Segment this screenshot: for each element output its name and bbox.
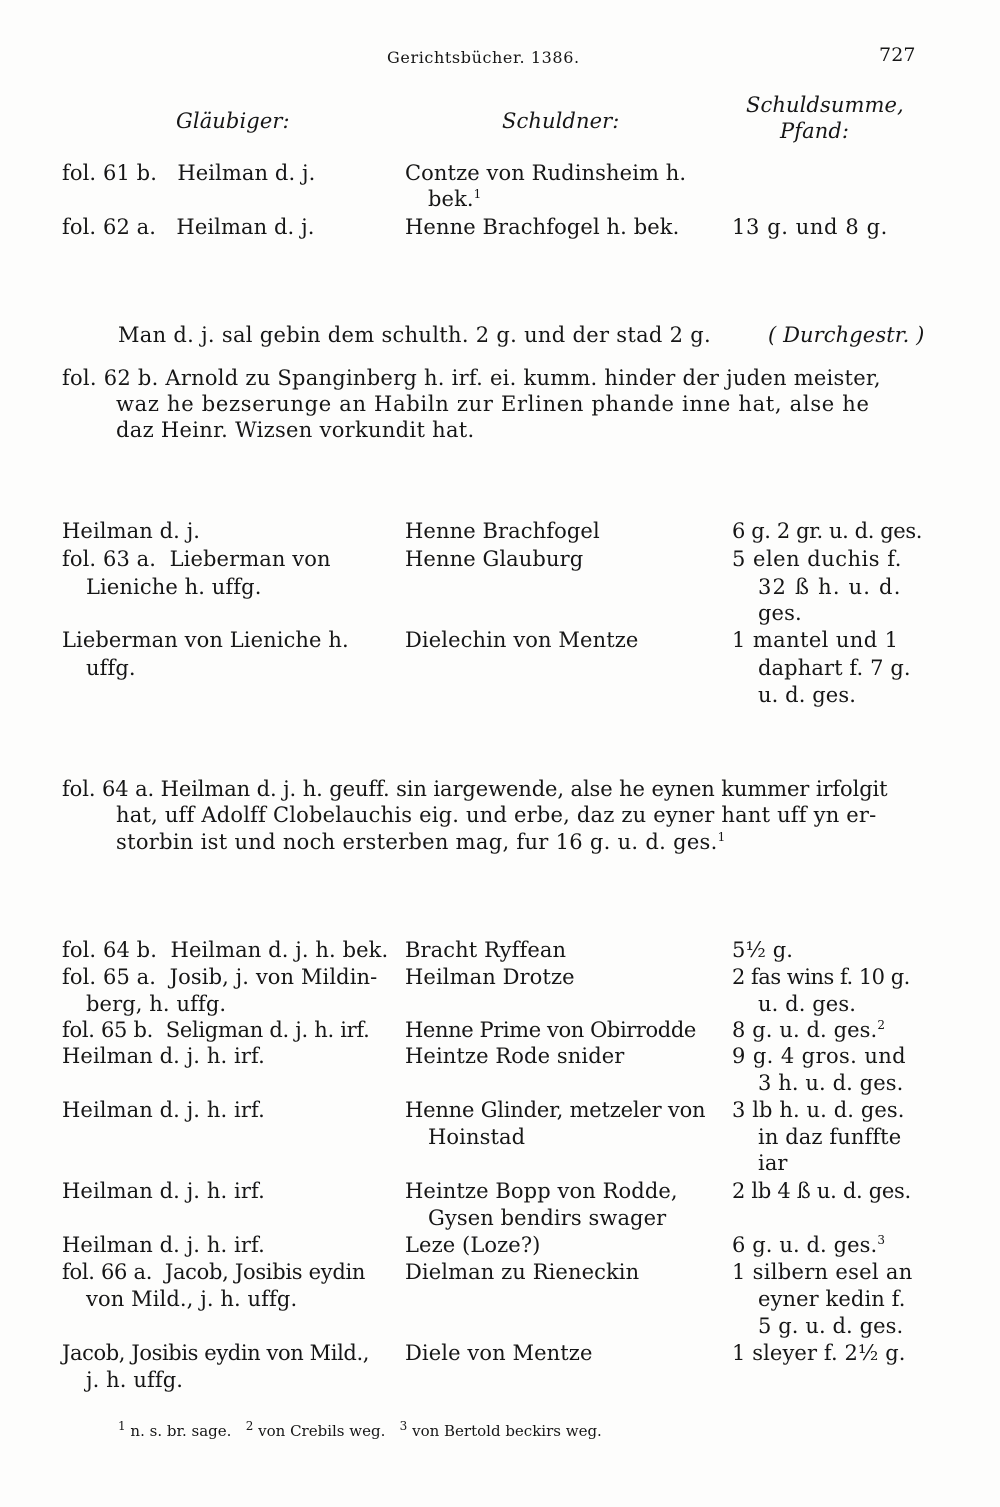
entry-amount-cont: daphart f. 7 g. [758, 656, 911, 680]
running-title: Gerichtsbücher. 1386. [387, 48, 580, 67]
entry-creditor: fol. 65 b. Seligman d. j. h. irf. [62, 1018, 370, 1042]
entry-debtor: Henne Brachfogel [405, 519, 600, 543]
note-line: Man d. j. sal gebin dem schulth. 2 g. und der stad 2 g. [118, 323, 711, 347]
entry-debtor: Dielman zu Rieneckin [405, 1260, 640, 1284]
entry-amount-cont: ges. [758, 601, 802, 625]
entry-creditor-cont: berg, h. uffg. [86, 992, 227, 1016]
entry-amount: 1 mantel und 1 [732, 628, 899, 652]
paragraph-line-last [116, 829, 726, 856]
footnote-number: 2 [245, 1419, 254, 1433]
paragraph-line: fol. 64 a. Heilman d. j. h. geuff. sin iargewende, alse he eynen kummer irfolgit [62, 777, 888, 801]
entry-debtor: Heintze Bopp von Rodde, [405, 1179, 678, 1203]
note-remark: ( Durchgestr. ) [768, 323, 925, 347]
entry-debtor: Leze (Loze?) [405, 1233, 541, 1257]
entry-amount: 1 sleyer f. 2½ g. [732, 1341, 906, 1365]
entry-amount: 5½ g. [732, 938, 794, 962]
page-number: 727 [879, 44, 916, 66]
entry-creditor: Jacob, Josibis eydin von Mild., [62, 1341, 369, 1365]
footnote-ref: 2 [877, 1018, 886, 1032]
column-header-pledge: Pfand: [780, 119, 850, 143]
entry-creditor-cont: Lieniche h. uffg. [86, 575, 262, 599]
entry-creditor: Heilman d. j. h. irf. [62, 1179, 265, 1203]
entry-debtor: Contze von Rudinsheim h. [405, 161, 687, 185]
entry-amount: 2 fas wins f. 10 g. [732, 965, 910, 989]
footnote-ref: 3 [877, 1233, 886, 1247]
footnote-text: n. s. br. sage. [130, 1422, 232, 1440]
footnote-ref: 1 [717, 830, 726, 844]
entry-amount-cont: iar [758, 1151, 788, 1175]
entry-debtor: Henne Brachfogel h. bek. [405, 215, 680, 239]
paragraph-line: waz he bezserunge an Habiln zur Erlinen phande inne hat, alse he [116, 392, 870, 416]
paragraph-text: storbin ist und noch ersterben mag, fur 16 g. u. d. ges. [116, 830, 718, 854]
entry-amount-cont: eyner kedin f. [758, 1287, 906, 1311]
footnote-text: von Bertold beckirs weg. [412, 1422, 602, 1440]
footnote-text: von Crebils weg. [258, 1422, 386, 1440]
entry-creditor: fol. 65 a. Josib, j. von Mildin- [62, 965, 378, 989]
entry-debtor: Heilman Drotze [405, 965, 575, 989]
entry-creditor-cont: j. h. uffg. [86, 1368, 184, 1392]
entry-creditor-cont: uffg. [86, 656, 136, 680]
footnote-number: 1 [118, 1419, 126, 1433]
entry-amount [732, 1017, 885, 1044]
entry-creditor: fol. 61 b. Heilman d. j. [62, 161, 316, 185]
entry-debtor: Diele von Mentze [405, 1341, 593, 1365]
paragraph-line: fol. 62 b. Arnold zu Spanginberg h. irf. ei. kumm. hinder der juden meister, [62, 366, 881, 390]
entry-creditor-cont: von Mild., j. h. uffg. [86, 1287, 298, 1311]
entry-amount-cont: 3 h. u. d. ges. [758, 1071, 904, 1095]
footnote-ref: 1 [473, 187, 482, 201]
entry-creditor: fol. 66 a. Jacob, Josibis eydin [62, 1260, 366, 1284]
entry-amount: 5 elen duchis f. [732, 547, 902, 571]
entry-debtor-cont [428, 186, 481, 213]
entry-amount: 2 lb 4 ß u. d. ges. [732, 1179, 911, 1203]
entry-debtor: Henne Glauburg [405, 547, 584, 571]
entry-creditor: Heilman d. j. h. irf. [62, 1044, 265, 1068]
entry-amount [732, 1232, 885, 1259]
entry-amount: 9 g. 4 gros. und [732, 1044, 907, 1068]
column-header-amount: Schuldsumme, [746, 93, 904, 117]
entry-amount-cont: u. d. ges. [758, 683, 856, 707]
entry-debtor: Heintze Rode snider [405, 1044, 625, 1068]
column-header-debtor: Schuldner: [502, 109, 620, 133]
entry-amount: 1 silbern esel an [732, 1260, 913, 1284]
paragraph-line: hat, uff Adolff Clobelauchis eig. und erbe, daz zu eyner hant uff yn er- [116, 803, 877, 827]
entry-amount: 6 g. 2 gr. u. d. ges. [732, 519, 922, 543]
footnotes [118, 1419, 602, 1440]
entry-amount-cont: 5 g. u. d. ges. [758, 1314, 904, 1338]
entry-creditor: Heilman d. j. [62, 519, 201, 543]
entry-amount: 13 g. und 8 g. [732, 215, 888, 239]
entry-amount-cont: 32 ß h. u. d. [758, 575, 902, 599]
footnote-number: 3 [399, 1419, 408, 1433]
paragraph-line: daz Heinr. Wizsen vorkundit hat. [116, 418, 475, 442]
entry-creditor: fol. 63 a. Lieberman von [62, 547, 331, 571]
entry-debtor-cont: Gysen bendirs swager [428, 1206, 667, 1230]
entry-debtor-cont: Hoinstad [428, 1125, 526, 1149]
entry-debtor: Bracht Ryffean [405, 938, 567, 962]
entry-amount-text: 8 g. u. d. ges. [732, 1018, 878, 1042]
entry-debtor-text: bek. [428, 187, 474, 211]
entry-creditor: fol. 62 a. Heilman d. j. [62, 215, 315, 239]
entry-amount: 3 lb h. u. d. ges. [732, 1098, 905, 1122]
entry-creditor: Heilman d. j. h. irf. [62, 1098, 265, 1122]
entry-debtor: Henne Prime von Obirrodde [405, 1018, 696, 1042]
entry-creditor: fol. 64 b. Heilman d. j. h. bek. [62, 938, 389, 962]
entry-amount-text: 6 g. u. d. ges. [732, 1233, 878, 1257]
entry-amount-cont: u. d. ges. [758, 992, 856, 1016]
entry-creditor: Lieberman von Lieniche h. [62, 628, 349, 652]
column-header-creditor: Gläubiger: [176, 109, 290, 133]
entry-creditor: Heilman d. j. h. irf. [62, 1233, 265, 1257]
entry-debtor: Henne Glinder, metzeler von [405, 1098, 706, 1122]
entry-amount-cont: in daz funffte [758, 1125, 902, 1149]
entry-debtor: Dielechin von Mentze [405, 628, 639, 652]
